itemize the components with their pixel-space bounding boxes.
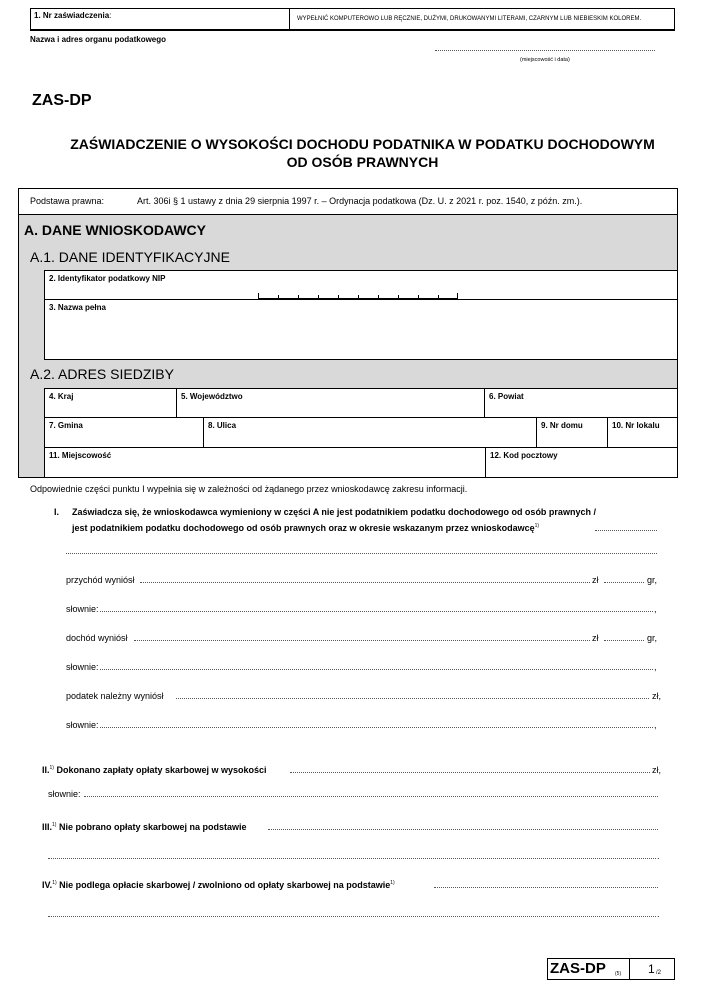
part-3-end: . [657,851,660,861]
part-4-end: . [657,909,660,919]
place-date-caption: (miejscowość i data) [520,57,570,63]
legal-basis-text: Art. 306i § 1 ustawy z dnia 29 sierpnia 1997 r. – Ordynacja podatkowa (Dz. U. z 2021 r. poz. 1540, z późn. zm.). [137,196,583,206]
income-zl-unit: zł [592,633,599,643]
footer-page-total: /2 [656,970,662,976]
postal-code-field[interactable] [485,447,678,478]
revenue-in-words-label: słownie: [66,604,99,614]
revenue-in-words-comma: , [654,604,657,614]
revenue-in-words-field[interactable] [100,611,653,612]
stamp-duty-unit: zł, [652,765,661,775]
tax-in-words-comma: , [654,720,657,730]
fill-instruction: WYPEŁNIĆ KOMPUTEROWO LUB RĘCZNIE, DUŻYMI, DRUKOWANYMI LITERAMI, CZARNYM LUB NIEBIESKIM KOLOREM. [297,16,642,22]
part-4-basis-field-2[interactable] [48,916,656,917]
part-1-number: I. [54,507,60,517]
county-field[interactable] [484,388,678,418]
revenue-gr-field[interactable] [604,582,644,583]
part-3-basis-field-2[interactable] [48,858,656,859]
form-title [20,135,705,171]
part-1-line2: jest podatnikiem podatku dochodowego od osób prawnych oraz w okresie wskazanym przez wnioskodawcę$^{1)}$ [72,523,540,533]
part-1-line1: Zaświadcza się, że wnioskodawca wymieniony w części A nie jest podatnikiem podatku dochodowego od osób prawnych / [72,507,596,517]
part-3-heading: III.$^{1)}$ Nie pobrano opłaty skarbowej na podstawie [42,822,247,832]
part-2-heading: II.$^{1)}$ Dokonano zapłaty opłaty skarbowej w wysokości [42,765,267,775]
income-in-words-comma: , [654,662,657,672]
income-label: dochód wyniósł [66,633,128,643]
city-field-label: 11. Miejscowość [49,451,112,460]
header-divider [289,8,290,31]
house-number-field-label: 9. Nr domu [541,421,583,430]
apartment-number-field-label: 10. Nr lokalu [612,421,660,430]
section-a1-title: A.1. DANE IDENTYFIKACYJNE [30,249,230,265]
form-title-line1: ZAŚWIADCZENIE O WYSOKOŚCI DOCHODU PODATNIKA W PODATKU DOCHODOWYM [70,136,655,152]
stamp-duty-amount-field[interactable] [290,772,650,773]
section-a2-title: A.2. ADRES SIEDZIBY [30,366,174,382]
tax-due-field[interactable] [176,698,649,699]
municipality-field[interactable] [44,417,204,448]
footer-form-version: (5) [615,971,622,977]
house-number-field[interactable] [536,417,608,448]
footer-page-number: 1 [648,962,655,976]
income-zl-field[interactable] [134,640,590,641]
part-4-basis-field[interactable] [434,887,658,888]
voivodeship-field[interactable] [176,388,485,418]
tax-due-label: podatek należny wyniósł [66,691,164,701]
part-1-period-field[interactable] [66,553,657,554]
form-title-line2: OD OSÓB PRAWNYCH [286,154,439,170]
form-code: ZAS-DP [32,92,92,109]
tax-in-words-field[interactable] [100,727,653,728]
income-gr-unit: gr, [647,633,658,643]
country-field-label: 4. Kraj [49,392,74,401]
revenue-zl-unit: zł [592,575,599,585]
revenue-label: przychód wyniósł [66,575,135,585]
part-4-heading: IV.$^{1)}$ Nie podlega opłacie skarbowej / zwolniono od opłaty skarbowej na podstawie$^{1)}$ [42,880,395,890]
revenue-zl-field[interactable] [140,582,590,583]
tax-due-unit: zł, [652,691,661,701]
footer-divider [629,958,630,980]
income-in-words-label: słownie: [66,662,99,672]
municipality-field-label: 7. Gmina [49,421,83,430]
tax-in-words-label: słownie: [66,720,99,730]
city-field[interactable] [44,447,486,478]
income-gr-field[interactable] [604,640,644,641]
country-field[interactable] [44,388,177,418]
section-note: Odpowiednie części punktu I wypełnia się w zależności od żądanego przez wnioskodawcę zakresu informacji. [30,484,468,494]
full-name-field[interactable] [44,299,678,360]
street-field-label: 8. Ulica [208,421,237,430]
apartment-number-field[interactable] [607,417,678,448]
tax-authority-label: Nazwa i adres organu podatkowego [30,35,167,44]
certificate-number-label: 1. Nr zaświadczenia: [34,11,112,20]
stamp-duty-in-words-field[interactable] [84,796,658,797]
county-field-label: 6. Powiat [489,392,524,401]
legal-basis-label: Podstawa prawna: [30,196,105,206]
full-name-field-label: 3. Nazwa pełna [49,303,106,312]
voivodeship-field-label: 5. Województwo [181,392,243,401]
stamp-duty-in-words-label: słownie: [48,789,81,799]
income-in-words-field[interactable] [100,669,653,670]
section-a-title: A. DANE WNIOSKODAWCY [24,222,206,238]
footer-form-code: ZAS-DP [550,960,606,977]
street-field[interactable] [203,417,537,448]
part-3-basis-field[interactable] [268,829,658,830]
part-1-line2-dots[interactable] [595,530,657,531]
postal-code-field-label: 12. Kod pocztowy [490,451,558,460]
place-date-field[interactable] [435,50,655,51]
nip-field-label: 2. Identyfikator podatkowy NIP [49,274,166,283]
revenue-gr-unit: gr, [647,575,658,585]
